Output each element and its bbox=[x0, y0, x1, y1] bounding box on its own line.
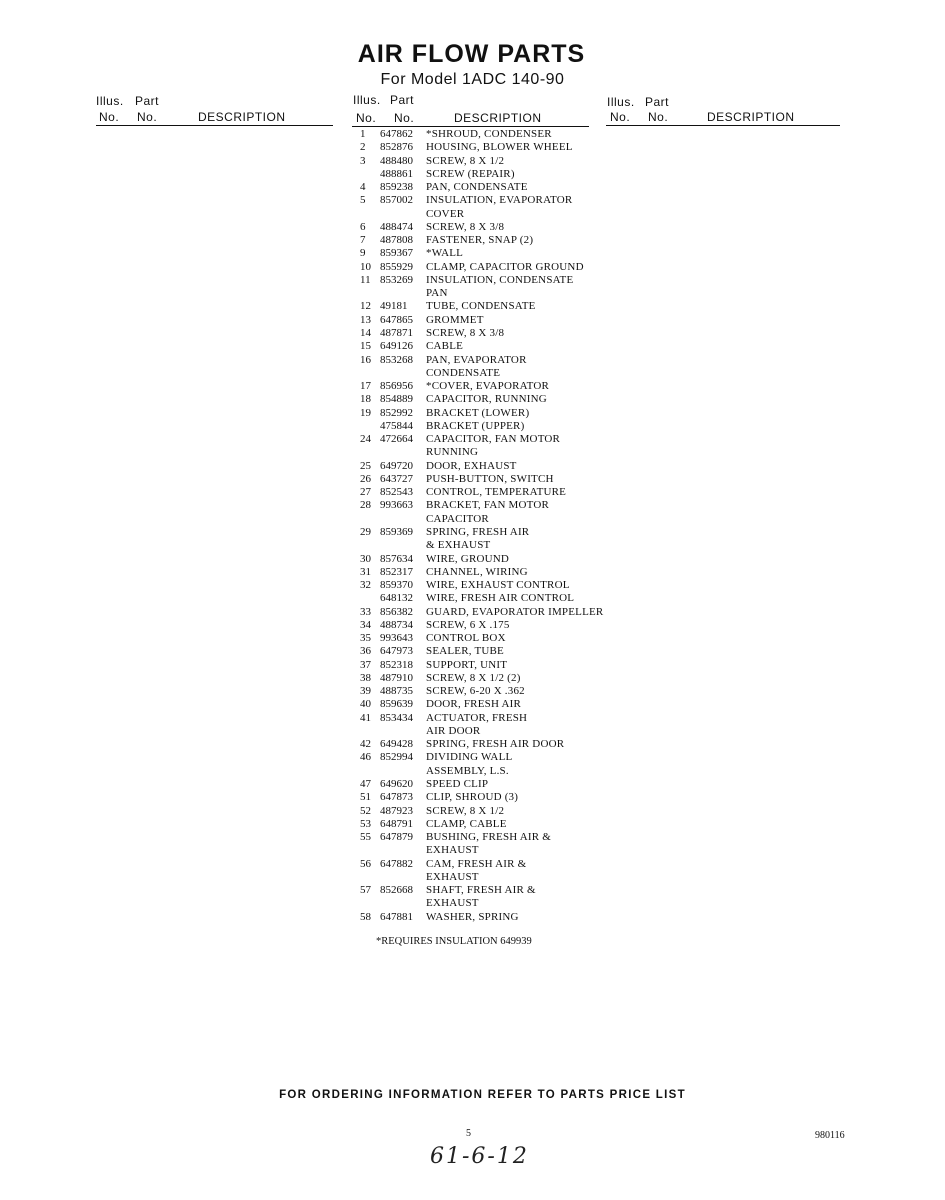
part-row bbox=[358, 592, 638, 605]
part-number bbox=[380, 208, 426, 221]
part-description: CAPACITOR, RUNNING bbox=[426, 393, 547, 406]
illus-number: 7 bbox=[360, 234, 366, 247]
part-row bbox=[358, 858, 638, 871]
part-row bbox=[358, 446, 638, 459]
part-row bbox=[358, 553, 638, 566]
part-description: CAPACITOR, FAN MOTOR bbox=[426, 433, 561, 446]
illus-number: 36 bbox=[360, 645, 371, 658]
part-number: 648791 bbox=[380, 817, 413, 830]
illus-number: 55 bbox=[360, 831, 371, 844]
part-row bbox=[358, 539, 638, 552]
part-row bbox=[358, 261, 638, 274]
illus-number: 38 bbox=[360, 671, 371, 684]
illus-number bbox=[358, 446, 380, 459]
col2-header-part: Part bbox=[390, 93, 415, 107]
part-number: 487871 bbox=[380, 326, 413, 339]
part-row bbox=[358, 208, 638, 221]
part-row bbox=[358, 287, 638, 300]
part-row bbox=[358, 247, 638, 260]
part-number: 488735 bbox=[380, 685, 413, 698]
part-row bbox=[358, 619, 638, 632]
parts-list bbox=[358, 128, 638, 924]
part-row bbox=[358, 155, 638, 168]
illus-number: 4 bbox=[360, 181, 366, 194]
part-number: 993663 bbox=[380, 499, 413, 512]
illus-number bbox=[358, 725, 380, 738]
part-description: PAN, EVAPORATOR bbox=[426, 353, 527, 366]
page-title: AIR FLOW PARTS bbox=[357, 40, 586, 68]
col1-header-part: Part bbox=[135, 94, 160, 108]
part-row bbox=[358, 672, 638, 685]
part-description: SCREW, 6 X .175 bbox=[426, 618, 510, 631]
part-row bbox=[358, 407, 638, 420]
part-row bbox=[358, 340, 638, 353]
illus-number: 25 bbox=[360, 459, 371, 472]
part-description: FASTENER, SNAP (2) bbox=[426, 234, 534, 247]
part-row bbox=[358, 234, 638, 247]
illus-number bbox=[358, 539, 380, 552]
illus-number bbox=[358, 765, 380, 778]
part-description: ACTUATOR, FRESH bbox=[426, 711, 528, 724]
col1-header-illus: Illus. bbox=[96, 94, 124, 108]
part-row bbox=[358, 393, 638, 406]
part-number bbox=[380, 844, 426, 857]
col2-header-no2: No. bbox=[394, 111, 415, 125]
part-number bbox=[380, 367, 426, 380]
illus-number: 34 bbox=[360, 618, 371, 631]
part-number: 647881 bbox=[380, 910, 413, 923]
part-number: 857002 bbox=[380, 194, 413, 207]
illus-number: 27 bbox=[360, 486, 371, 499]
illus-number: 6 bbox=[360, 220, 366, 233]
part-row bbox=[358, 420, 638, 433]
part-row bbox=[358, 526, 638, 539]
illus-number: 3 bbox=[360, 154, 366, 167]
part-number: 487910 bbox=[380, 671, 413, 684]
illus-number: 58 bbox=[360, 910, 371, 923]
part-description: PUSH-BUTTON, SWITCH bbox=[426, 472, 554, 485]
part-row bbox=[358, 367, 638, 380]
part-description: AIR DOOR bbox=[426, 724, 481, 737]
part-description: WASHER, SPRING bbox=[426, 910, 519, 923]
part-description: SCREW, 8 X 1/2 bbox=[426, 804, 505, 817]
illus-number: 24 bbox=[360, 433, 371, 446]
part-number: 852994 bbox=[380, 751, 413, 764]
part-number: 852992 bbox=[380, 406, 413, 419]
illus-number: 31 bbox=[360, 565, 371, 578]
part-description: SPRING, FRESH AIR DOOR bbox=[426, 738, 565, 751]
part-number: 647862 bbox=[380, 128, 413, 140]
part-number: 854889 bbox=[380, 393, 413, 406]
col3-header-no: No. bbox=[610, 110, 631, 124]
part-description: CHANNEL, WIRING bbox=[426, 565, 528, 578]
part-row bbox=[358, 579, 638, 592]
part-row bbox=[358, 805, 638, 818]
part-row bbox=[358, 725, 638, 738]
part-description: SUPPORT, UNIT bbox=[426, 658, 508, 671]
part-description: CLAMP, CAPACITOR GROUND bbox=[426, 260, 584, 273]
part-number: 852543 bbox=[380, 486, 413, 499]
col3-header-no2: No. bbox=[648, 110, 669, 124]
illus-number: 42 bbox=[360, 738, 371, 751]
col3-header-part: Part bbox=[645, 95, 670, 109]
part-description: CONTROL BOX bbox=[426, 632, 506, 645]
part-number bbox=[380, 287, 426, 300]
illus-number: 41 bbox=[360, 711, 371, 724]
part-row bbox=[358, 698, 638, 711]
part-description: BUSHING, FRESH AIR & bbox=[426, 831, 552, 844]
part-description: INSULATION, EVAPORATOR bbox=[426, 194, 573, 207]
part-row bbox=[358, 486, 638, 499]
illus-number: 52 bbox=[360, 804, 371, 817]
illus-number bbox=[358, 592, 380, 605]
part-number: 852876 bbox=[380, 141, 413, 154]
part-number: 857634 bbox=[380, 552, 413, 565]
part-description: SCREW, 8 X 1/2 (2) bbox=[426, 671, 521, 684]
part-description: WIRE, EXHAUST CONTROL bbox=[426, 579, 570, 592]
part-row bbox=[358, 194, 638, 207]
illus-number: 10 bbox=[360, 260, 371, 273]
illus-number: 19 bbox=[360, 406, 371, 419]
part-number: 853268 bbox=[380, 353, 413, 366]
illus-number: 11 bbox=[360, 273, 371, 286]
illus-number: 33 bbox=[360, 605, 371, 618]
part-row bbox=[358, 645, 638, 658]
col3-header-rule bbox=[606, 125, 840, 126]
part-row bbox=[358, 765, 638, 778]
page-number: 5 bbox=[466, 1128, 471, 1139]
part-row bbox=[358, 778, 638, 791]
illus-number: 32 bbox=[360, 579, 371, 592]
part-number: 856956 bbox=[380, 380, 413, 393]
part-description: ASSEMBLY, L.S. bbox=[426, 764, 509, 777]
part-description: COVER bbox=[426, 207, 465, 220]
part-number: 853269 bbox=[380, 273, 413, 286]
part-description: DIVIDING WALL bbox=[426, 751, 513, 764]
part-number: 647973 bbox=[380, 645, 413, 658]
illus-number: 26 bbox=[360, 472, 371, 485]
illus-number: 57 bbox=[360, 884, 371, 897]
part-row bbox=[358, 274, 638, 287]
illus-number: 18 bbox=[360, 393, 371, 406]
part-row bbox=[358, 566, 638, 579]
part-row bbox=[358, 327, 638, 340]
part-row bbox=[358, 712, 638, 725]
part-description: EXHAUST bbox=[426, 897, 479, 910]
part-number: 649620 bbox=[380, 778, 413, 791]
part-number: 852318 bbox=[380, 658, 413, 671]
part-description: PAN bbox=[426, 287, 448, 300]
illus-number bbox=[358, 844, 380, 857]
illus-number: 30 bbox=[360, 552, 371, 565]
part-row bbox=[358, 433, 638, 446]
illus-number: 51 bbox=[360, 791, 371, 804]
part-description: CLAMP, CABLE bbox=[426, 817, 507, 830]
insulation-note: *REQUIRES INSULATION 649939 bbox=[376, 936, 532, 947]
part-description: & EXHAUST bbox=[426, 539, 491, 552]
col1-header-no2: No. bbox=[137, 110, 158, 124]
part-description: WIRE, FRESH AIR CONTROL bbox=[426, 592, 575, 605]
col2-header-rule bbox=[352, 126, 589, 127]
part-number bbox=[380, 539, 426, 552]
part-description: CONTROL, TEMPERATURE bbox=[426, 486, 567, 499]
part-number: 649720 bbox=[380, 459, 413, 472]
illus-number: 1 bbox=[360, 128, 366, 140]
part-description: DOOR, FRESH AIR bbox=[426, 698, 521, 711]
part-description: SCREW, 8 X 3/8 bbox=[426, 220, 505, 233]
part-description: SCREW, 8 X 3/8 bbox=[426, 326, 505, 339]
part-description: *COVER, EVAPORATOR bbox=[426, 380, 549, 393]
part-description: SCREW, 6-20 X .362 bbox=[426, 685, 525, 698]
part-row bbox=[358, 844, 638, 857]
part-number bbox=[380, 897, 426, 910]
part-number: 488474 bbox=[380, 220, 413, 233]
part-number: 859370 bbox=[380, 579, 413, 592]
part-description: INSULATION, CONDENSATE bbox=[426, 273, 574, 286]
part-row bbox=[358, 738, 638, 751]
ordering-footer: FOR ORDERING INFORMATION REFER TO PARTS PRICE LIST bbox=[279, 1089, 686, 1101]
part-number: 649126 bbox=[380, 340, 413, 353]
illus-number: 35 bbox=[360, 632, 371, 645]
illus-number: 40 bbox=[360, 698, 371, 711]
col2-header-description: DESCRIPTION bbox=[454, 111, 542, 125]
part-number: 488861 bbox=[380, 167, 413, 180]
part-description: GROMMET bbox=[426, 313, 484, 326]
illus-number: 14 bbox=[360, 326, 371, 339]
part-number: 647879 bbox=[380, 831, 413, 844]
part-row bbox=[358, 871, 638, 884]
part-number: 853434 bbox=[380, 711, 413, 724]
model-subtitle: For Model 1ADC 140-90 bbox=[380, 71, 565, 88]
part-number: 647873 bbox=[380, 791, 413, 804]
part-number: 859238 bbox=[380, 181, 413, 194]
part-row bbox=[358, 380, 638, 393]
part-number: 487808 bbox=[380, 234, 413, 247]
illus-number: 16 bbox=[360, 353, 371, 366]
part-description: CAPACITOR bbox=[426, 512, 489, 525]
part-row bbox=[358, 460, 638, 473]
part-row bbox=[358, 606, 638, 619]
illus-number bbox=[358, 168, 380, 181]
part-row bbox=[358, 499, 638, 512]
illus-number: 37 bbox=[360, 658, 371, 671]
part-number: 859367 bbox=[380, 247, 413, 260]
handwritten-note: 61-6-12 bbox=[430, 1144, 529, 1169]
illus-number bbox=[358, 287, 380, 300]
illus-number: 2 bbox=[360, 141, 366, 154]
part-number: 649428 bbox=[380, 738, 413, 751]
part-number bbox=[380, 446, 426, 459]
part-number: 472664 bbox=[380, 433, 413, 446]
illus-number bbox=[358, 367, 380, 380]
illus-number: 29 bbox=[360, 525, 371, 538]
part-number: 487923 bbox=[380, 804, 413, 817]
part-row bbox=[358, 513, 638, 526]
part-number: 643727 bbox=[380, 472, 413, 485]
part-description: RUNNING bbox=[426, 446, 479, 459]
part-row bbox=[358, 818, 638, 831]
part-row bbox=[358, 141, 638, 154]
illus-number: 5 bbox=[360, 194, 366, 207]
col3-header-illus: Illus. bbox=[607, 95, 635, 109]
part-description: EXHAUST bbox=[426, 870, 479, 883]
illus-number: 39 bbox=[360, 685, 371, 698]
part-number: 648132 bbox=[380, 592, 413, 605]
col2-header-illus: Illus. bbox=[353, 93, 381, 107]
part-description: DOOR, EXHAUST bbox=[426, 459, 517, 472]
illus-number: 12 bbox=[360, 300, 371, 313]
part-row bbox=[358, 221, 638, 234]
illus-number bbox=[358, 208, 380, 221]
part-description: EXHAUST bbox=[426, 844, 479, 857]
part-number bbox=[380, 871, 426, 884]
part-description: SEALER, TUBE bbox=[426, 645, 504, 658]
document-number: 980116 bbox=[815, 1130, 845, 1141]
part-row bbox=[358, 181, 638, 194]
part-description: GUARD, EVAPORATOR IMPELLER bbox=[426, 605, 604, 618]
illus-number bbox=[358, 513, 380, 526]
part-number bbox=[380, 513, 426, 526]
part-row bbox=[358, 473, 638, 486]
part-number: 647882 bbox=[380, 857, 413, 870]
col1-header-description: DESCRIPTION bbox=[198, 110, 286, 124]
part-description: WIRE, GROUND bbox=[426, 552, 510, 565]
illus-number: 56 bbox=[360, 857, 371, 870]
illus-number: 28 bbox=[360, 499, 371, 512]
part-number: 488480 bbox=[380, 154, 413, 167]
part-description: BRACKET (UPPER) bbox=[426, 419, 525, 432]
part-description: SPEED CLIP bbox=[426, 778, 489, 791]
part-number: 859369 bbox=[380, 525, 413, 538]
part-number bbox=[380, 725, 426, 738]
part-description: SCREW, 8 X 1/2 bbox=[426, 154, 505, 167]
col2-header-no: No. bbox=[356, 111, 377, 125]
part-description: *SHROUD, CONDENSER bbox=[426, 128, 552, 140]
part-row bbox=[358, 632, 638, 645]
part-number: 647865 bbox=[380, 313, 413, 326]
part-description: SHAFT, FRESH AIR & bbox=[426, 884, 536, 897]
part-row bbox=[358, 300, 638, 313]
illus-number bbox=[358, 871, 380, 884]
part-row bbox=[358, 354, 638, 367]
part-row bbox=[358, 314, 638, 327]
part-row bbox=[358, 659, 638, 672]
part-number bbox=[380, 765, 426, 778]
part-description: HOUSING, BLOWER WHEEL bbox=[426, 141, 573, 154]
col3-header-description: DESCRIPTION bbox=[707, 110, 795, 124]
part-number: 993643 bbox=[380, 632, 413, 645]
part-description: CABLE bbox=[426, 340, 464, 353]
part-row bbox=[358, 685, 638, 698]
part-number: 859639 bbox=[380, 698, 413, 711]
part-description: SCREW (REPAIR) bbox=[426, 167, 515, 180]
illus-number: 53 bbox=[360, 817, 371, 830]
part-row bbox=[358, 884, 638, 897]
illus-number: 47 bbox=[360, 778, 371, 791]
part-row bbox=[358, 897, 638, 910]
part-description: CONDENSATE bbox=[426, 366, 501, 379]
part-description: BRACKET (LOWER) bbox=[426, 406, 530, 419]
col1-header-no: No. bbox=[99, 110, 120, 124]
illus-number: 17 bbox=[360, 380, 371, 393]
part-number: 856382 bbox=[380, 605, 413, 618]
part-description: *WALL bbox=[426, 247, 464, 260]
part-row bbox=[358, 168, 638, 181]
illus-number bbox=[358, 420, 380, 433]
part-row bbox=[358, 831, 638, 844]
illus-number: 9 bbox=[360, 247, 366, 260]
illus-number: 13 bbox=[360, 313, 371, 326]
illus-number: 15 bbox=[360, 340, 371, 353]
illus-number: 46 bbox=[360, 751, 371, 764]
part-number: 475844 bbox=[380, 419, 413, 432]
part-number: 488734 bbox=[380, 618, 413, 631]
part-number: 855929 bbox=[380, 260, 413, 273]
illus-number bbox=[358, 897, 380, 910]
part-description: PAN, CONDENSATE bbox=[426, 181, 528, 194]
part-description: CAM, FRESH AIR & bbox=[426, 857, 527, 870]
part-description: BRACKET, FAN MOTOR bbox=[426, 499, 550, 512]
part-row bbox=[358, 751, 638, 764]
part-number: 852668 bbox=[380, 884, 413, 897]
part-description: SPRING, FRESH AIR bbox=[426, 525, 530, 538]
part-row bbox=[358, 791, 638, 804]
part-number: 49181 bbox=[380, 300, 408, 313]
part-row bbox=[358, 911, 638, 924]
part-row bbox=[358, 128, 638, 141]
col1-header-rule bbox=[96, 125, 333, 126]
part-number: 852317 bbox=[380, 565, 413, 578]
part-description: CLIP, SHROUD (3) bbox=[426, 791, 519, 804]
part-description: TUBE, CONDENSATE bbox=[426, 300, 536, 313]
